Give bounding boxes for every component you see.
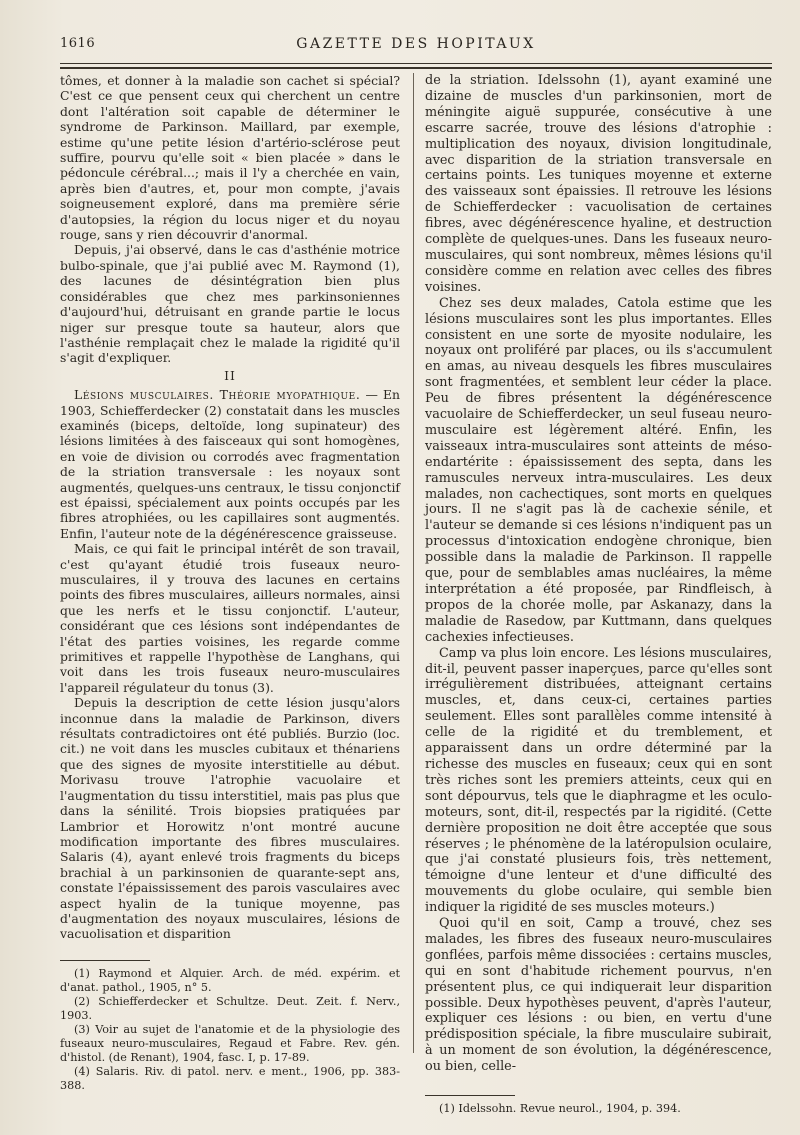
- paragraph: Depuis, j'ai observé, dans le cas d'asthénie motrice bulbo-spinale, que j'ai publié avec M. Raymond (1), des lacunes de désintégration bien plus considérables que chez mes parkinsoniennes d'aujourd'hui, détruisant en grande partie le locus niger sur presque toute sa hauteur, alors que l'asthénie remplaçait chez le malade la rigidité qu'il s'agit d'expliquer.: [60, 242, 400, 366]
- paragraph: Camp va plus loin encore. Les lésions musculaires, dit-il, peuvent passer inaperçues, parce qu'elles sont irrégulièrement distribuées, atteignant certains muscles, et, dans ceux-ci, certaines parties seulement. Elles sont parallèles comme intensité à celle de la rigidité et du tremblement, et apparaissent dans un ordre déterminé par la richesse des muscles en fuseaux; ceux qui en sont très riches sont les premiers atteints, ceux qui en sont dépourvus, tels que le diaphragme et les oculo-moteurs, sont, dit-il, respectés par la rigidité. (Cette dernière proposition ne doit être acceptée que sous réserves ; le phénomène de la latéropulsion oculaire, que j'ai constaté plusieurs fois, très nettement, témoigne d'une lenteur et d'une difficulté des mouvements du globe oculaire, qui semble bien indiquer la rigidité de ses muscles moteurs.): [425, 645, 772, 916]
- footnote: (1) Raymond et Alquier. Arch. de méd. expérim. et d'anat. pathol., 1905, n° 5.: [60, 966, 400, 994]
- section-paragraph: [60, 387, 400, 541]
- section-number: II: [224, 367, 236, 383]
- left-column: [60, 73, 400, 1093]
- footnotes: [425, 1102, 772, 1116]
- page-header: [60, 36, 772, 58]
- paragraph: Chez ses deux malades, Catola estime que les lésions musculaires sont les plus importantes. Elles consistent en une sorte de myosite nodulaire, les noyaux ont proliféré par places, ou ils s'accumulent en amas, au niveau desquels les fibres musculaires sont fragmentées, et semblent leur céder la place. Peu de fibres présentent la dégénérescence vacuolaire de Schiefferdecker, un seul fuseau neuro-musculaire est légèrement altéré. Enfin, les vaisseaux intra-musculaires sont atteints de méso-endartérite : épaississement des septa, dans les ramuscules nerveux intra-musculaires. Les deux malades, non cachectiques, sont morts en quelques jours. Il ne s'agit pas là de cachexie sénile, et l'auteur se demande si ces lésions n'indiquent pas un processus d'intoxication endogène chronique, bien possible dans la maladie de Parkinson. Il rappelle que, pour de semblables amas nucléaires, la même interprétation a été proposée, par Rindfleisch, à propos de la chorée molle, par Askanazy, dans la maladie de Rasedow, par Kuttmann, dans quelques cachexies infectieuses.: [425, 295, 772, 645]
- paragraph: Mais, ce qui fait le principal intérêt de son travail, c'est qu'ayant étudié trois fuseaux neuro-musculaires, il y trouva des lacunes en certains points des fibres musculaires, ailleurs normales, ainsi que les nerfs et le tissu conjonctif. L'auteur, considérant que ces lésions sont indépendantes de l'état des parties voisines, les regarde comme primitives et rappelle l'hypothèse de Langhans, qui voit dans les trois fuseaux neuro-musculaires l'appareil régulateur du tonus (3).: [60, 541, 400, 695]
- footnote: (2) Schiefferdecker et Schultze. Deut. Zeit. f. Nerv., 1903.: [60, 994, 400, 1022]
- right-column: [425, 73, 772, 1116]
- header-rule: [60, 63, 772, 64]
- page-number: 1616: [60, 36, 96, 51]
- footnote-rule: [425, 1095, 515, 1096]
- section-paragraph-text: — En 1903, Schiefferdecker (2) constatait dans les muscles examinés (biceps, deltoïde, long supinateur) des lésions limitées à des faisceaux qui sont homogènes, en voie de division ou corrodés avec fragmentation de la striation transversale : les noyaux sont augmentés, quelques-uns centraux, le tissu conjonctif est épaissi, spécialement aux points occupés par les fibres atrophiées, ou les capillaires sont augmentés. Enfin, l'auteur note de la dégénérescence graisseuse.: [60, 387, 400, 541]
- footnotes: [60, 967, 400, 1093]
- running-title: GAZETTE DES HOPITAUX: [296, 36, 536, 52]
- footnote: (3) Voir au sujet de l'anatomie et de la physiologie des fuseaux neuro-musculaires, Regaud et Fabre. Rev. gén. d'histol. (de Renant), 1904, fasc. I, p. 17-89.: [60, 1022, 400, 1064]
- footnote-rule: [60, 960, 150, 961]
- paragraph: Depuis la description de cette lésion jusqu'alors inconnue dans la maladie de Parkinson, divers résultats contradictoires ont été publiés. Burzio (loc. cit.) ne voit dans les muscles cubitaux et thénariens que des signes de myosite interstitielle au début. Morivasu trouve l'atrophie vacuolaire et l'augmentation du tissu interstitiel, mais pas plus que dans la sénilité. Trois biopsies pratiquées par Lambrior et Horowitz n'ont montré aucune modification importante des fibres musculaires. Salaris (4), ayant enlevé trois fragments du biceps brachial à un parkinsonien de quarante-sept ans, constate l'épaississement des parois vasculaires avec aspect hyalin de la tunique moyenne, pas d'augmentation des noyaux musculaires, lésions de vacuolisation et disparition: [60, 695, 400, 942]
- section-heading: Lésions musculaires. Théorie myopathique.: [74, 387, 361, 403]
- paragraph: tômes, et donner à la maladie son cachet si spécial? C'est ce que pensent ceux qui cherchent un centre dont l'altération soit capable de déterminer le syndrome de Parkinson. Maillard, par exemple, estime qu'une petite lésion d'artério-sclérose peut suffire, pourvu qu'elle soit « bien placée » dans le pédoncule cérébral...; mais il l'y a cherchée en vain, après bien d'autres, et, pour mon compte, j'avais soigneusement exploré, dans ma première série d'autopsies, la région du locus niger et du noyau rouge, sans y rien découvrir d'anormal.: [60, 73, 400, 243]
- column-divider: [413, 73, 414, 1053]
- footnote: (4) Salaris. Riv. di patol. nerv. e ment., 1906, pp. 383-388.: [60, 1064, 400, 1092]
- footnote: (1) Idelssohn. Revue neurol., 1904, p. 394.: [439, 1102, 681, 1116]
- paragraph: Quoi qu'il en soit, Camp a trouvé, chez ses malades, les fibres des fuseaux neuro-musculaires gonflées, parfois même dissociées : certains muscles, qui en sont d'habitude richement pourvus, n'en présentent plus, ce qui indiquerait leur disparition possible. Deux hypothèses peuvent, d'après l'auteur, expliquer ces lésions : ou bien, en vertu d'une prédisposition spéciale, la fibre musculaire subirait, à un moment de son évolution, la dégénérescence, ou bien, celle-: [425, 916, 772, 1075]
- header-rule-thick: [60, 67, 772, 69]
- paragraph: de la striation. Idelssohn (1), ayant examiné une dizaine de muscles d'un parkinsonien, mort de méningite aiguë suppurée, consécutive à une escarre sacrée, trouve des lésions d'atrophie : multiplication des noyaux, division longitudinale, avec disparition de la striation transversale en certains points. Les tuniques moyenne et externe des vaisseaux sont épaissies. Il retrouve les lésions de Schiefferdecker : vacuolisation de certaines fibres, avec dégénérescence hyaline, et destruction complète de quelques-unes. Dans les fuseaux neuro-musculaires, qui sont nombreux, mêmes lésions qu'il considère comme en relation avec celles des fibres voisines.: [425, 73, 772, 295]
